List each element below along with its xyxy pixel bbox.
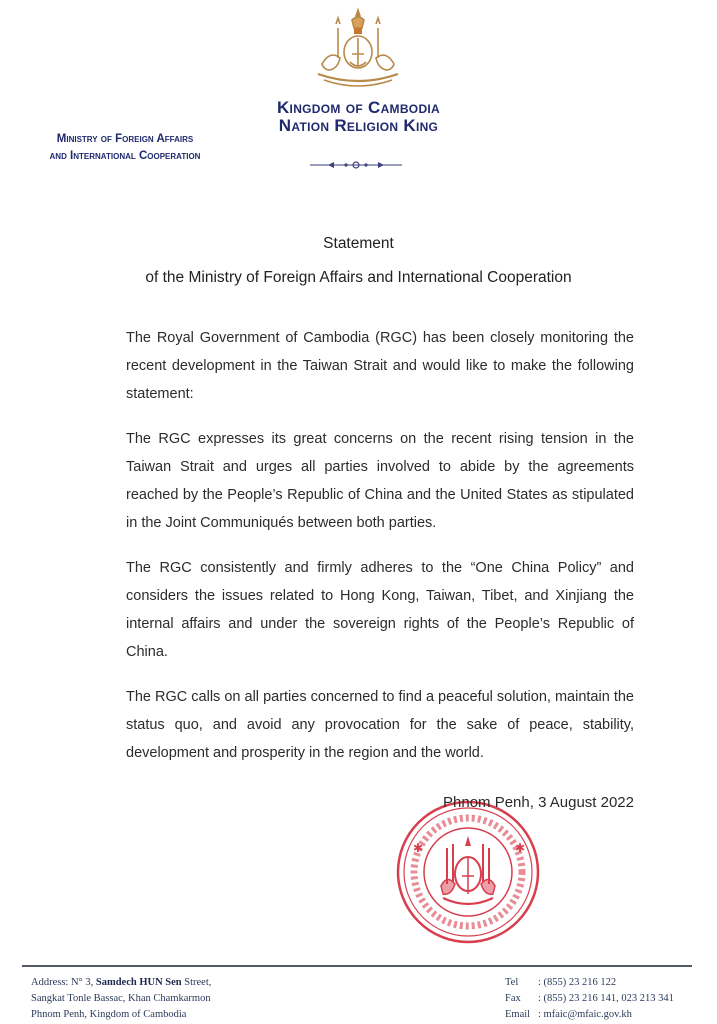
contact-fax xyxy=(505,991,674,1007)
paragraph-2: The RGC expresses its great concerns on the recent rising tension in the Taiwan Strait and urges all parties involved to abide by the agreements reached by the People’s Republic of China and the United States as stipulated in the Joint Communiqués between both parties. xyxy=(126,431,634,531)
footer-contacts xyxy=(505,975,674,1023)
address-suffix: Street, xyxy=(181,977,212,988)
contact-value[interactable]: : mfaic@mfaic.gov.kh xyxy=(538,1009,632,1020)
address-line-3: Phnom Penh, Kingdom of Cambodia xyxy=(31,1009,187,1020)
contact-tel xyxy=(505,975,674,991)
national-motto: Nation Religion King xyxy=(278,116,439,135)
paragraph-1: The Royal Government of Cambodia (RGC) has been closely monitoring the recent development in the Taiwan Strait and would like to make the following statement: xyxy=(126,330,634,402)
ministry-name-line1: Ministry of Foreign Affairs xyxy=(56,133,194,145)
svg-text:✱: ✱ xyxy=(515,841,526,855)
address-line-1 xyxy=(31,975,211,991)
official-seal-stamp xyxy=(393,790,543,950)
paragraph-3: The RGC consistently and firmly adheres to the “One China Policy” and considers the issues related to Hong Kong, Taiwan, Tibet, and Xinjiang the internal affairs and under the sovereign rights of the People’s Republic of China. xyxy=(126,560,634,660)
contact-label: Email xyxy=(505,1009,531,1020)
address-prefix: Address: N° 3, xyxy=(31,977,96,988)
address-street-name: Samdech HUN Sen xyxy=(95,977,182,988)
statement-title: Statement xyxy=(323,235,394,252)
contact-value: : (855) 23 216 122 xyxy=(538,977,617,988)
svg-text:✱: ✱ xyxy=(413,841,424,855)
contact-label: Tel xyxy=(505,977,519,988)
footer-address xyxy=(31,975,211,1023)
paragraph-4: The RGC calls on all parties concerned to find a peaceful solution, maintain the status quo, and avoid any provocation for the sake of peace, stability, development and prosperity in the region and the world. xyxy=(126,689,634,761)
contact-value: : (855) 23 216 141, 023 213 341 xyxy=(538,993,674,1004)
address-line-2: Sangkat Tonle Bassac, Khan Chamkarmon xyxy=(31,993,211,1004)
coat-of-arms-emblem xyxy=(308,6,408,92)
kingdom-title: Kingdom of Cambodia xyxy=(276,98,441,117)
footer-divider xyxy=(22,965,692,967)
statement-subtitle: of the Ministry of Foreign Affairs and International Cooperation xyxy=(145,269,572,286)
contact-label: Fax xyxy=(505,993,521,1004)
ornament-divider-icon xyxy=(306,158,406,172)
statement-body xyxy=(126,324,634,784)
contact-email xyxy=(505,1007,674,1023)
dateline: Phnom Penh, 3 August 2022 xyxy=(443,794,634,811)
ministry-name-line2: and International Cooperation xyxy=(49,150,201,162)
